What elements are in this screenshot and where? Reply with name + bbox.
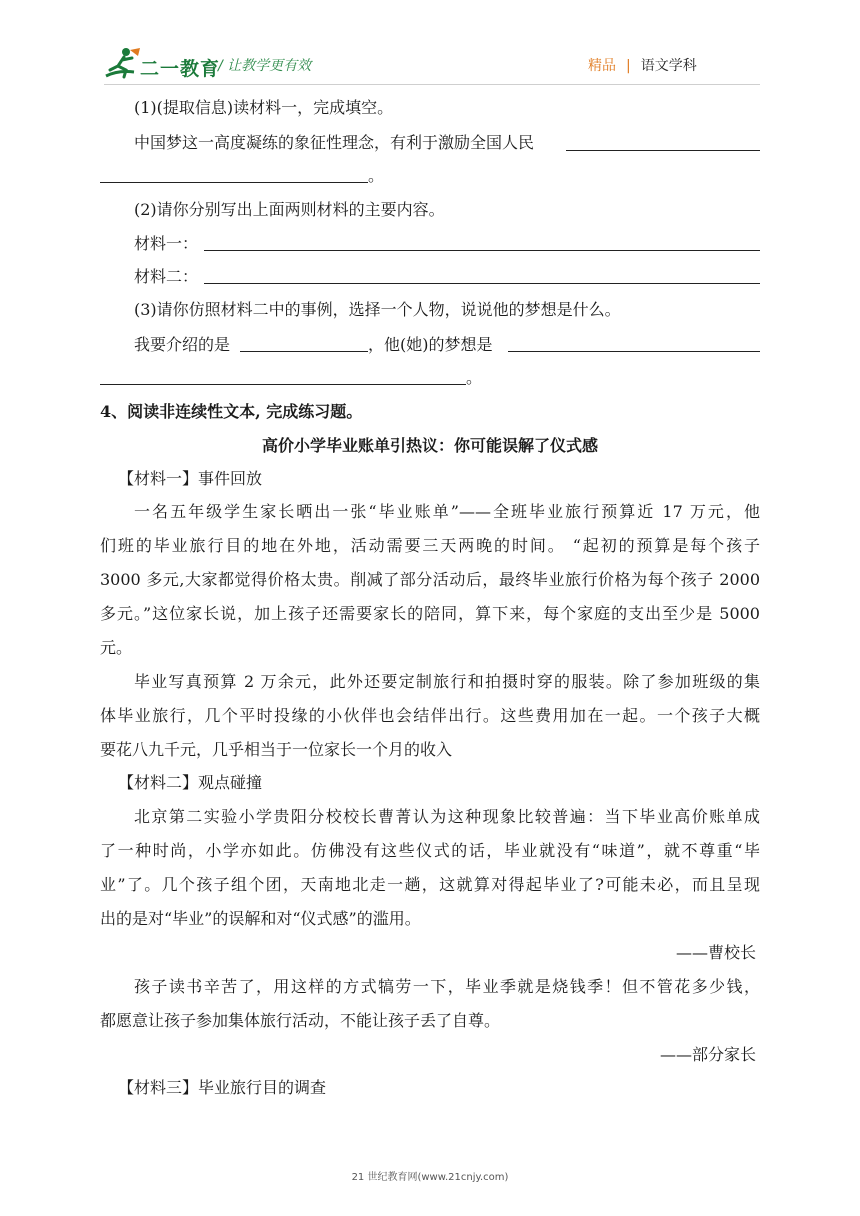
runner-logo-icon [104,46,144,80]
material3-heading: 【材料三】毕业旅行目的调查 [118,1078,327,1097]
logo [104,46,221,82]
header-subject [588,55,697,75]
signature: ——曹校长 [675,943,756,962]
header-separator: | [626,58,631,74]
q3-part1-line [134,133,534,153]
logo-text: 二一教育 [140,58,221,80]
q3-part1: (1)(提取信息)读材料一，完成填空。 [134,98,394,117]
material1-label: 材料一： [134,234,199,253]
header-divider [104,84,760,85]
page-footer: 21 世纪教育网(www.21cnjy.com) [351,1172,509,1183]
material2-label: 材料二： [134,267,199,286]
period: 。 [466,368,483,387]
answer-blank[interactable] [100,182,368,183]
answer-blank[interactable] [240,351,368,352]
answer-blank[interactable] [566,150,760,151]
paragraph-line: 出的是对“毕业”的误解和对“仪式感”的滥用。 [100,909,421,928]
q3-part3: (3)请你仿照材料二中的事例，选择一个人物，说说他的梦想是什么。 [134,300,621,319]
slogan: / 让教学更有效 [218,58,312,74]
quality-label: 精品 [588,58,616,74]
q3-part3-a: 我要介绍的是 [134,335,231,354]
material1-heading: 【材料一】事件回放 [118,469,263,488]
paragraph-line: 多元。”这位家长说，加上孩子还需要家长的陪同，算下来，每个家庭的支出至少是 5000 [100,604,760,623]
paragraph-line: 孩子读书辛苦了，用这样的方式犒劳一下，毕业季就是烧钱季！但不管花多少钱， [134,977,760,996]
paragraph-line: 体毕业旅行，几个平时投缘的小伙伴也会结伴出行。这些费用加在一起。一个孩子大概 [100,706,760,725]
material2-heading: 【材料二】观点碰撞 [118,773,263,792]
answer-blank[interactable] [204,283,760,284]
q3-part1-text: 中国梦这一高度凝练的象征性理念，有利于激励全国人民 [134,133,535,152]
signature: ——部分家长 [659,1045,756,1064]
article-title: 高价小学毕业账单引热议：你可能误解了仪式感 [261,436,598,455]
q4-heading: 4、阅读非连续性文本, 完成练习题。 [100,402,363,421]
q3-part2: (2)请你分别写出上面两则材料的主要内容。 [134,200,445,219]
paragraph-line: 业”了。几个孩子组个团，天南地北走一趟，这就算对得起毕业了?可能未必，而且呈现 [100,875,760,894]
paragraph-line: 3000 多元,大家都觉得价格太贵。削减了部分活动后，最终毕业旅行价格为每个孩子 2000 [100,570,760,589]
answer-blank[interactable] [508,351,760,352]
paragraph-line: 毕业写真预算 2 万余元，此外还要定制旅行和拍摄时穿的服装。除了参加班级的集 [134,672,760,691]
paragraph-line: 北京第二实验小学贵阳分校校长曹菁认为这种现象比较普遍：当下毕业高价账单成 [134,807,760,826]
paragraph-line: 一名五年级学生家长晒出一张“毕业账单”——全班毕业旅行预算近 17 万元，他 [134,502,760,521]
page-header [0,0,860,90]
subject-label: 语文学科 [640,58,697,74]
answer-blank[interactable] [204,250,760,251]
paragraph-line: 元。 [100,638,133,657]
answer-blank[interactable] [100,384,466,385]
paragraph-line: 都愿意让孩子参加集体旅行活动，不能让孩子丢了自尊。 [100,1011,501,1030]
paragraph-line: 要花八九千元，几乎相当于一位家长一个月的收入 [100,740,453,759]
paragraph-line: 了一种时尚，小学亦如此。仿佛没有这些仪式的话，毕业就没有“味道”，就不尊重“毕 [100,841,760,860]
q3-part3-b: ，他(她)的梦想是 [368,335,493,354]
paragraph-line: 们班的毕业旅行目的地在外地，活动需要三天两晚的时间。 “起初的预算是每个孩子 [100,536,760,555]
period: 。 [368,166,385,185]
